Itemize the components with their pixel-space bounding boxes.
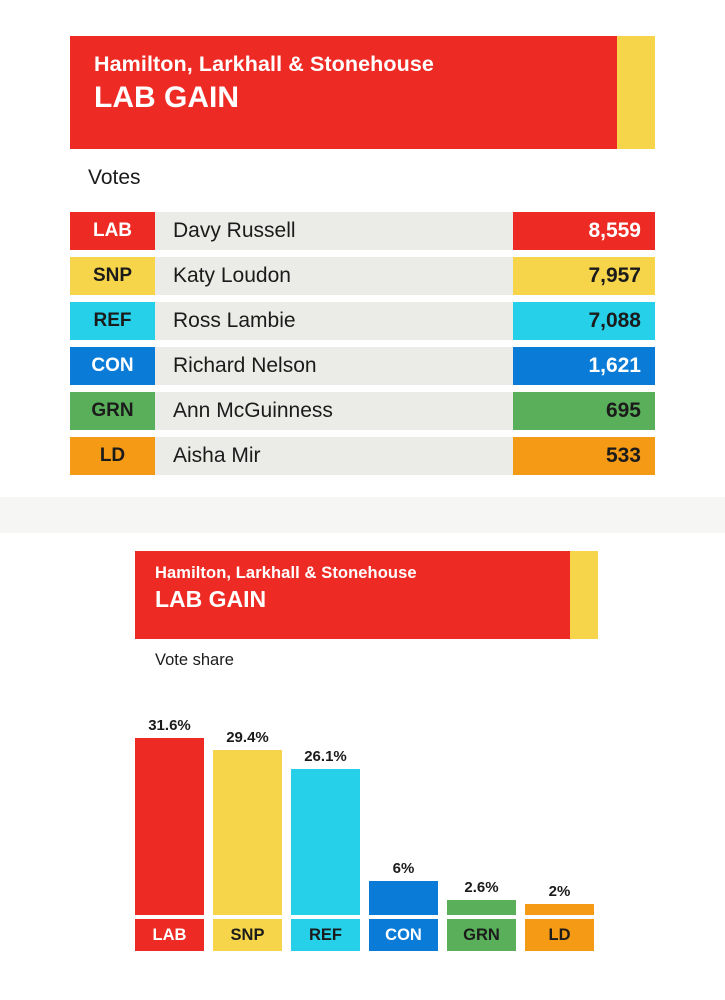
- candidate-name: Richard Nelson: [155, 347, 513, 385]
- votes-banner-text: [70, 36, 617, 149]
- result-headline: LAB GAIN: [94, 81, 239, 114]
- party-tag: SNP: [70, 257, 155, 295]
- bar-category-label: GRN: [447, 919, 516, 951]
- vote-count: 1,621: [513, 347, 655, 385]
- bar-value-label: 29.4%: [226, 729, 269, 747]
- table-row: [70, 392, 655, 430]
- vote-share-bar-chart: [135, 681, 605, 951]
- table-row: [70, 437, 655, 475]
- bar-column: [291, 681, 360, 915]
- seat-name: Hamilton, Larkhall & Stonehouse: [94, 52, 434, 76]
- bar-rect: [213, 750, 282, 915]
- votes-panel: [0, 0, 725, 497]
- panel-divider: [0, 497, 725, 533]
- party-tag: LAB: [70, 212, 155, 250]
- bar-value-label: 2%: [548, 882, 571, 900]
- bar-rect: [369, 881, 438, 915]
- bar-value-label: 31.6%: [148, 717, 191, 735]
- bar-category-label: REF: [291, 919, 360, 951]
- party-tag: REF: [70, 302, 155, 340]
- vote-count: 533: [513, 437, 655, 475]
- chart-category-labels: [135, 919, 605, 951]
- candidate-name: Davy Russell: [155, 212, 513, 250]
- bar-column: [213, 681, 282, 915]
- vote-share-label: Vote share: [155, 651, 234, 669]
- candidate-name: Aisha Mir: [155, 437, 513, 475]
- bar-category-label: LAB: [135, 919, 204, 951]
- bar-rect: [135, 738, 204, 915]
- bar-value-label: 6%: [392, 860, 415, 878]
- bar-column: [369, 681, 438, 915]
- vote-count: 7,957: [513, 257, 655, 295]
- table-row: [70, 212, 655, 250]
- bar-rect: [447, 900, 516, 915]
- bar-column: [135, 681, 204, 915]
- table-row: [70, 257, 655, 295]
- party-tag: GRN: [70, 392, 155, 430]
- bar-value-label: 2.6%: [464, 879, 499, 897]
- candidate-name: Ross Lambie: [155, 302, 513, 340]
- votes-banner: [70, 36, 655, 149]
- candidate-name: Ann McGuinness: [155, 392, 513, 430]
- table-row: [70, 302, 655, 340]
- table-row: [70, 347, 655, 385]
- bar-category-label: SNP: [213, 919, 282, 951]
- party-tag: LD: [70, 437, 155, 475]
- bar-column: [447, 681, 516, 915]
- share-banner-text: [135, 551, 570, 639]
- seat-name: Hamilton, Larkhall & Stonehouse: [155, 564, 417, 582]
- bar-rect: [525, 904, 594, 915]
- vote-count: 8,559: [513, 212, 655, 250]
- bar-value-label: 26.1%: [304, 747, 347, 765]
- vote-share-panel: [0, 533, 725, 1000]
- candidate-results-table: [70, 212, 655, 482]
- vote-count: 695: [513, 392, 655, 430]
- votes-section-label: Votes: [88, 166, 141, 189]
- vote-count: 7,088: [513, 302, 655, 340]
- bar-category-label: CON: [369, 919, 438, 951]
- bar-category-label: LD: [525, 919, 594, 951]
- banner-accent-stripe: [617, 36, 655, 149]
- candidate-name: Katy Loudon: [155, 257, 513, 295]
- banner-accent-stripe: [570, 551, 598, 639]
- party-tag: CON: [70, 347, 155, 385]
- bar-column: [525, 681, 594, 915]
- chart-bars: [135, 681, 605, 915]
- result-headline: LAB GAIN: [155, 586, 267, 612]
- bar-rect: [291, 769, 360, 915]
- share-banner: [135, 551, 598, 639]
